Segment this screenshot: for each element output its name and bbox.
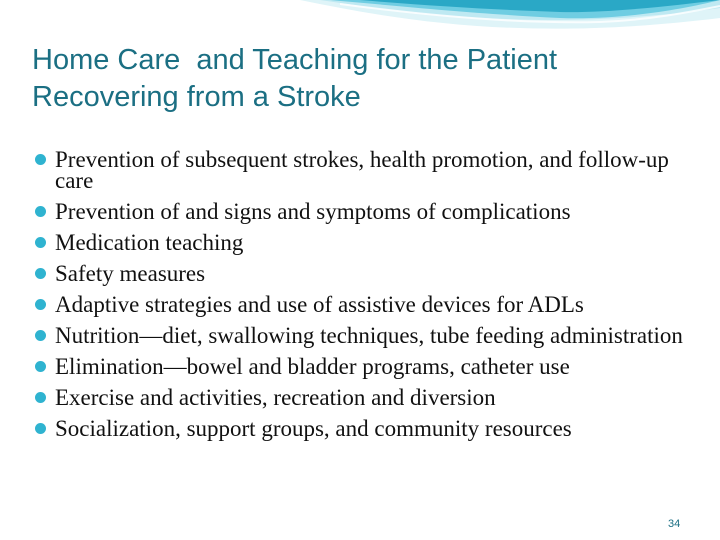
bullet-text: Safety measures <box>55 261 206 286</box>
bullet-item <box>34 294 706 315</box>
bullet-item <box>34 356 706 377</box>
bullet-text: Exercise and activities, recreation and diversion <box>55 385 496 410</box>
bullet-text: Prevention of subsequent strokes, health promotion, and follow-up care <box>55 147 669 193</box>
bullet-item <box>34 418 706 439</box>
bullet-dot-icon <box>35 330 46 341</box>
slide-title <box>32 42 692 116</box>
slide-title-line-1: Home Care and Teaching for the Patient <box>32 44 558 76</box>
bullet-dot-icon <box>35 392 46 403</box>
bullet-list <box>34 149 706 449</box>
bullet-text: Prevention of and signs and symptoms of complications <box>55 199 571 224</box>
bullet-item <box>34 201 706 222</box>
bullet-text: Socialization, support groups, and community resources <box>55 416 572 441</box>
bullet-text: Elimination—bowel and bladder programs, catheter use <box>55 354 570 379</box>
bullet-item <box>34 232 706 253</box>
bullet-dot-icon <box>35 237 46 248</box>
bullet-item <box>34 387 706 408</box>
bullet-item <box>34 325 706 346</box>
bullet-text: Adaptive strategies and use of assistive devices for ADLs <box>55 292 584 317</box>
bullet-dot-icon <box>35 361 46 372</box>
bullet-dot-icon <box>35 299 46 310</box>
bullet-item <box>34 149 706 191</box>
bullet-dot-icon <box>35 206 46 217</box>
bullet-text: Medication teaching <box>55 230 244 255</box>
bullet-dot-icon <box>35 154 46 165</box>
slide-title-line-2: Recovering from a Stroke <box>32 81 361 113</box>
bullet-item <box>34 263 706 284</box>
bullet-dot-icon <box>35 268 46 279</box>
bullet-text: Nutrition—diet, swallowing techniques, tube feeding administration <box>55 323 683 348</box>
page-number: 34 <box>668 518 681 530</box>
bullet-dot-icon <box>35 423 46 434</box>
